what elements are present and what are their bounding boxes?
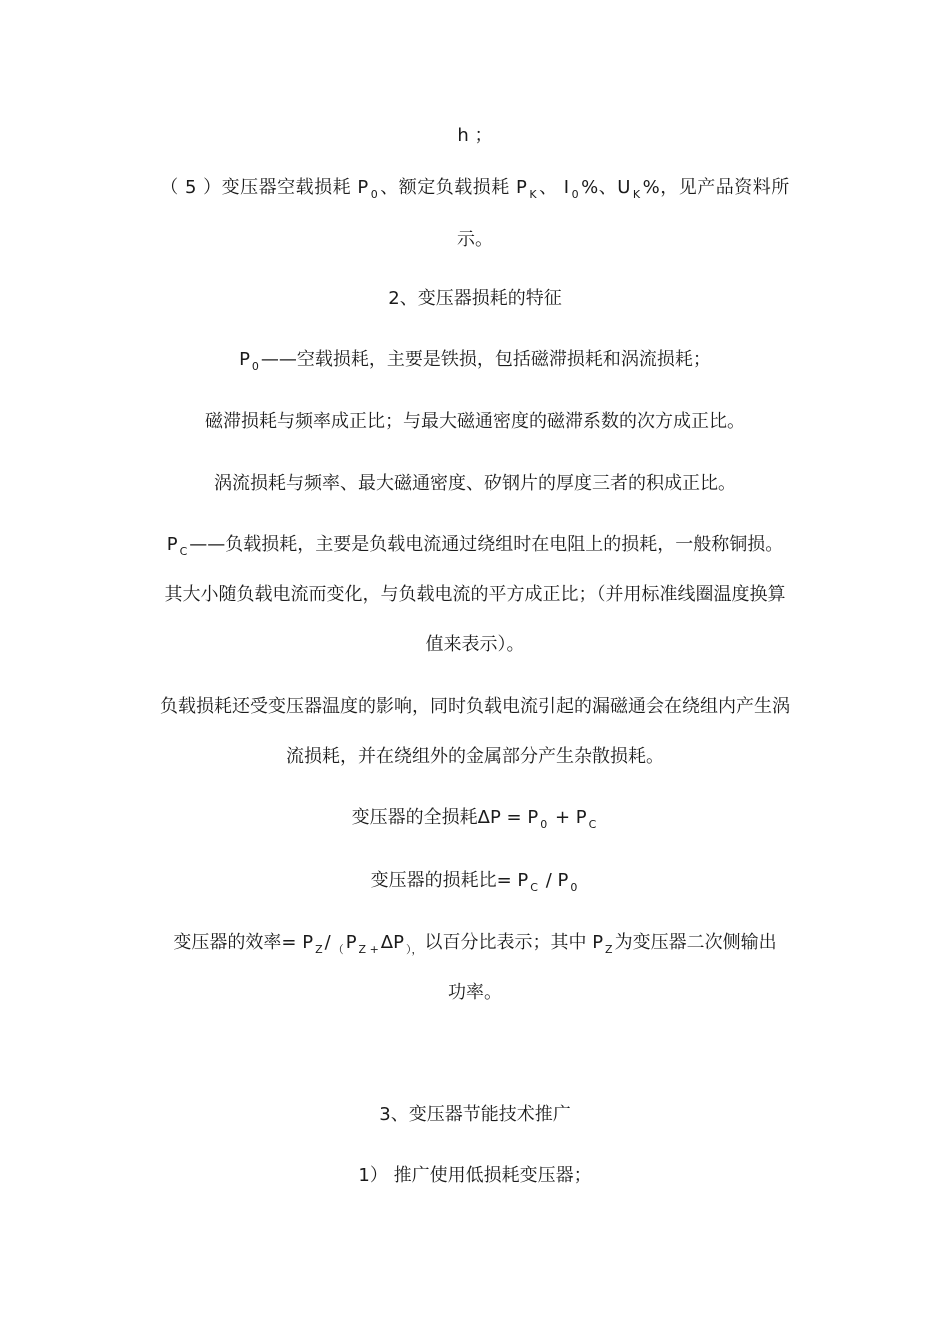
paragraph-hysteresis-loss: 磁滞损耗与频率成正比；与最大磁通密度的磁滞系数的次方成正比。: [205, 411, 745, 432]
paragraph-load-loss-line2: 其大小随负载电流而变化，与负载电流的平方成正比；（并用标准线圈温度换算: [164, 584, 786, 605]
paragraph-load-loss-line3: 值来表示）。: [425, 634, 525, 655]
formula-loss-ratio: 变压器的损耗比= P $_C$ / P $_0$: [370, 870, 578, 894]
formula-efficiency-cont: 功率。: [448, 982, 502, 1003]
formula-total-loss: 变压器的全损耗ΔP = P $_0$ + P $_C$: [351, 807, 597, 831]
paragraph-transformer-losses: （ 5 ）变压器空载损耗 P $_0$ 、额定负载损耗 P $_K$ 、 I $_0$ %、U $_K$ %，见产品资料所: [160, 177, 790, 201]
paragraph-eddy-loss: 涡流损耗与频率、最大磁通密度、矽钢片的厚度三者的积成正比。: [214, 473, 736, 494]
paragraph-temperature-effect-cont: 流损耗，并在绕组外的金属部分产生杂散损耗。: [286, 746, 664, 767]
paragraph-unit-h: h ；: [457, 125, 493, 146]
list-item-1: 1） 推广使用低损耗变压器；: [358, 1165, 592, 1186]
paragraph-no-load-loss: P $_0$ ——空载损耗，主要是铁损，包括磁滞损耗和涡流损耗；: [239, 349, 711, 373]
paragraph-load-loss: P $_C$ ——负载损耗，主要是负载电流通过绕组时在电阻上的损耗，一般称铜损。: [166, 534, 784, 558]
section-heading-2: 2、变压器损耗的特征: [388, 288, 562, 309]
paragraph-temperature-effect: 负载损耗还受变压器温度的影响，同时负载电流引起的漏磁通会在绕组内产生涡: [160, 696, 790, 717]
paragraph-transformer-losses-cont: 示。: [457, 229, 493, 250]
formula-efficiency: 变压器的效率= P $_Z$ / $_($ P $_{Z +}$ ΔP $_{),}$ 以百分比表示；其中 P $_Z$ 为变压器二次侧输出: [173, 932, 777, 956]
section-heading-3: 3、变压器节能技术推广: [379, 1104, 571, 1125]
